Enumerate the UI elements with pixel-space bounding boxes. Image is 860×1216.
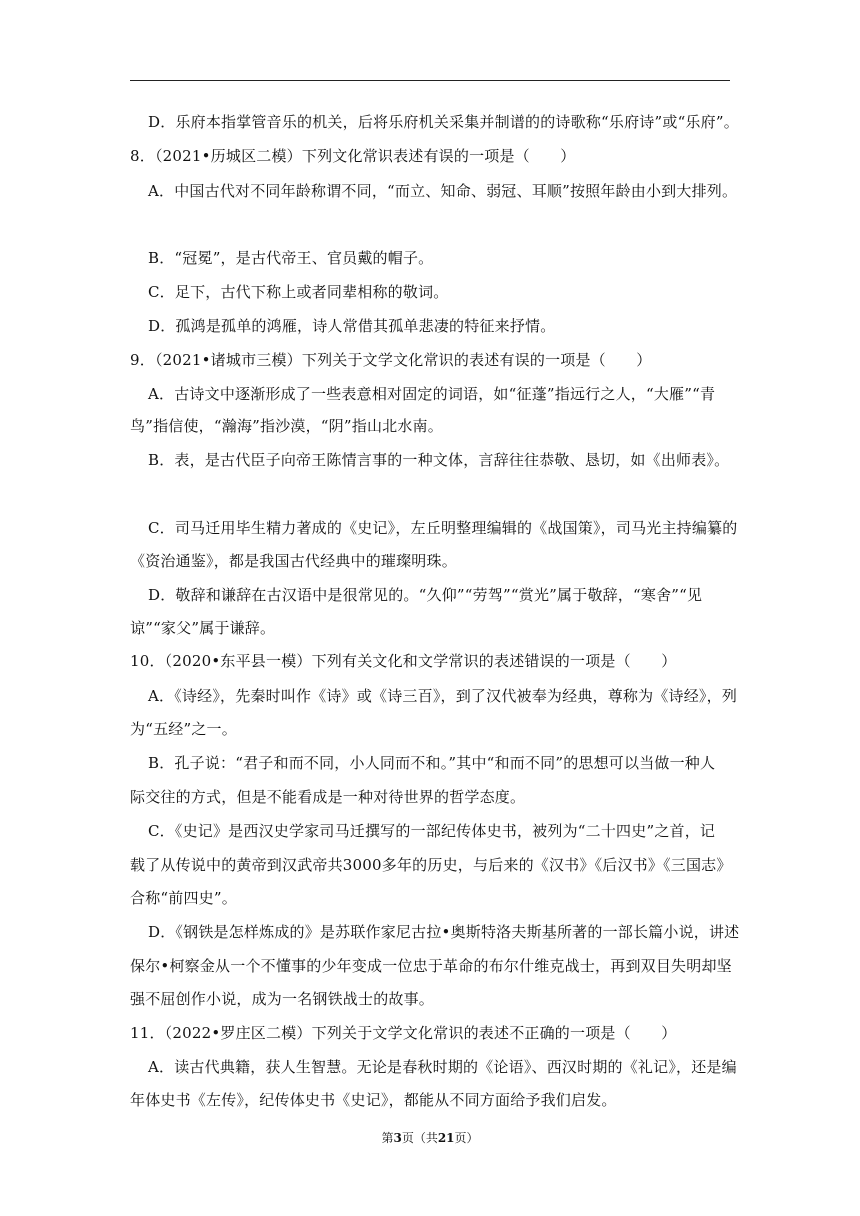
option-c-q9-line2: 《资治通鉴》，都是我国古代经典中的璀璨明珠。 [130, 552, 457, 570]
option-b-q10-line1: B．孔子说：“君子和而不同，小人同而不和。”其中“和而不同”的思想可以当做一种人 [148, 754, 716, 772]
option-c-q9-line1: C．司马迁用毕生精力著成的《史记》，左丘明整理编辑的《战国策》，司马光主持编纂的 [148, 519, 738, 537]
footer-middle: 页（共 [401, 1131, 438, 1145]
option-d-q10-line2: 保尔•柯察金从一个不懂事的少年变成一位忠于革命的布尔什维克战士，再到双目失明却坚 [130, 957, 732, 975]
option-a-q11-line1: A．读古代典籍，获人生智慧。无论是春秋时期的《论语》、西汉时期的《礼记》，还是编 [148, 1058, 737, 1076]
header-rule [130, 80, 730, 81]
option-a-q10-line2: 为“五经”之一。 [130, 720, 237, 738]
option-a-q9-line1: A．古诗文中逐渐形成了一些表意相对固定的词语，如“征蓬”指远行之人，“大雁”“青 [148, 385, 716, 403]
option-d-q8: D．孤鸿是孤单的鸿雁，诗人常借其孤单悲凄的特征来抒情。 [148, 317, 556, 335]
footer-suffix: 页） [454, 1131, 479, 1145]
question-8: 8．（2021•历城区二模）下列文化常识表述有误的一项是（ ） [130, 147, 576, 165]
option-c-q10-line2: 载了从传说中的黄帝到汉武帝共3000多年的历史，与后来的《汉书》《后汉书》《三国志》 [130, 856, 732, 874]
option-b-q10-line2: 际交往的方式，但是不能看成是一种对待世界的哲学态度。 [130, 788, 526, 806]
option-c-q10-line3: 合称“前四史”。 [130, 889, 237, 907]
option-b-q9: B．表，是古代臣子向帝王陈情言事的一种文体，言辞往往恭敬、恳切，如《出师表》。 [148, 451, 730, 469]
question-9: 9．（2021•诸城市三模）下列关于文学文化常识的表述有误的一项是（ ） [130, 351, 652, 369]
option-d-q9-line2: 谅”“家父”属于谦辞。 [130, 619, 276, 637]
option-d-q10-line1: D．《钢铁是怎样炼成的》是苏联作家尼古拉•奥斯特洛夫斯基所著的一部长篇小说，讲述 [148, 923, 740, 941]
option-a-q8: A．中国古代对不同年龄称谓不同，“而立、知命、弱冠、耳顺”按照年龄由小到大排列。 [148, 182, 738, 200]
question-10: 10．（2020•东平县一模）下列有关文化和文学常识的表述错误的一项是（ ） [130, 652, 677, 670]
option-d-q7: D．乐府本指掌管音乐的机关，后将乐府机关采集并制谱的的诗歌称“乐府诗”或“乐府”。 [148, 113, 739, 131]
page-footer [0, 1130, 860, 1146]
footer-prefix: 第 [381, 1131, 394, 1145]
option-a-q9-line2: 鸟”指信使，“瀚海”指沙漠，“阴”指山北水南。 [130, 417, 443, 435]
option-a-q11-line2: 年体史书《左传》，纪传体史书《史记》，都能从不同方面给予我们启发。 [130, 1091, 617, 1109]
option-b-q8: B．“冠冕”，是古代帝王、官员戴的帽子。 [148, 249, 434, 267]
option-d-q9-line1: D．敬辞和谦辞在古汉语中是很常见的。“久仰”“劳驾”“赏光”属于敬辞，“寒舍”“见 [148, 586, 703, 604]
footer-total-pages: 21 [437, 1131, 455, 1145]
option-d-q10-line3: 强不屈创作小说，成为一名钢铁战士的故事。 [130, 990, 435, 1008]
question-11: 11．（2022•罗庄区二模）下列关于文学文化常识的表述不正确的一项是（ ） [130, 1024, 677, 1042]
option-c-q10-line1: C．《史记》是西汉史学家司马迁撰写的一部纪传体史书，被列为“二十四史”之首，记 [148, 822, 716, 840]
option-a-q10-line1: A．《诗经》，先秦时叫作《诗》或《诗三百》，到了汉代被奉为经典，尊称为《诗经》，列 [148, 687, 738, 705]
option-c-q8: C．足下，古代下称上或者同辈相称的敬词。 [148, 283, 449, 301]
footer-page-number: 3 [393, 1131, 402, 1145]
